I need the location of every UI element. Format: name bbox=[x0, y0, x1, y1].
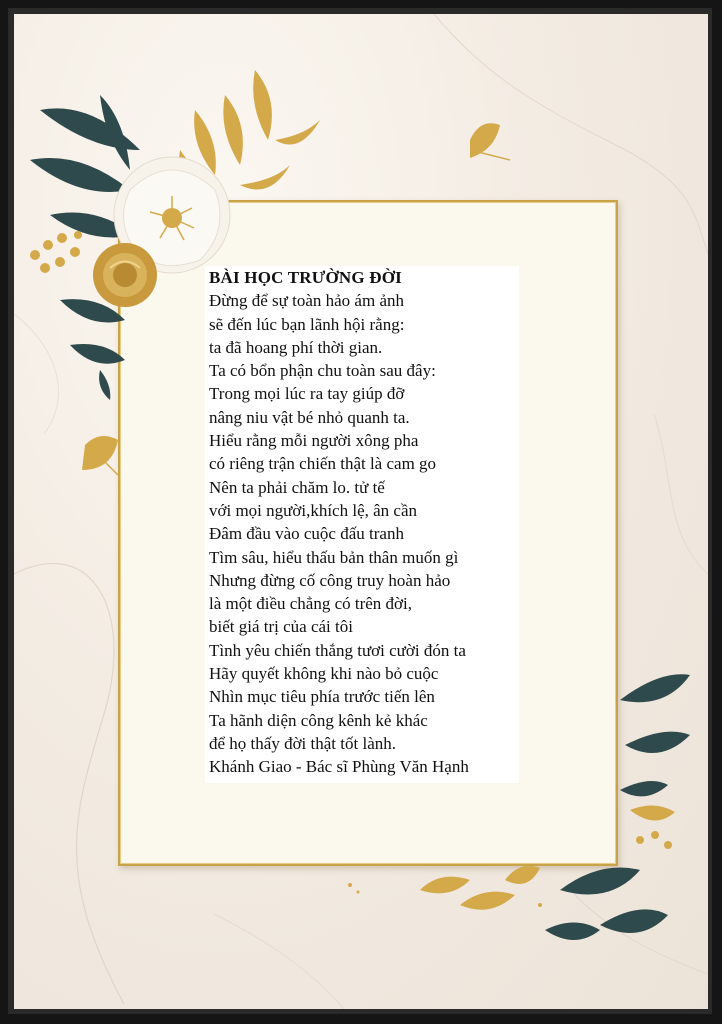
poem-line: Nên ta phải chăm lo. tử tế bbox=[209, 477, 385, 497]
gold-rose-icon bbox=[93, 243, 157, 307]
poem-line: để họ thấy đời thật tốt lành. bbox=[209, 733, 396, 753]
poem-line: Trong mọi lúc ra tay giúp đỡ bbox=[209, 384, 405, 404]
poem-line: Hiểu rằng mỗi người xông pha bbox=[209, 431, 419, 451]
poem-line: Tìm sâu, hiểu thấu bản thân muốn gì bbox=[209, 547, 459, 567]
gold-sprig-icon bbox=[30, 231, 82, 273]
poem-line: Tình yêu chiến thắng tươi cười đón ta bbox=[209, 640, 466, 660]
poem-line: có riêng trận chiến thật là cam go bbox=[209, 454, 437, 474]
leaf-icon bbox=[545, 674, 690, 940]
poem-line: Nhưng đừng cố công truy hoàn hảo bbox=[209, 570, 451, 590]
poem-text-block bbox=[205, 266, 519, 783]
poem-line: là một điều chẳng có trên đời, bbox=[209, 594, 413, 614]
gold-leaf-icon bbox=[348, 805, 675, 909]
poem-line: biết giá trị của cái tôi bbox=[209, 617, 353, 637]
poem-author: Khánh Giao - Bác sĩ Phùng Văn Hạnh bbox=[209, 757, 469, 777]
poem-line: Đừng để sự toàn hảo ám ảnh bbox=[209, 291, 404, 311]
poem-line: Ta hãnh diện công kênh kẻ khác bbox=[209, 710, 428, 730]
poem-line: ta đã hoang phí thời gian. bbox=[209, 337, 383, 357]
poem-line: Đâm đầu vào cuộc đấu tranh bbox=[209, 524, 404, 544]
poem-line: nâng niu vật bé nhỏ quanh ta. bbox=[209, 407, 410, 427]
poem-line: với mọi người,khích lệ, ân cần bbox=[209, 500, 418, 520]
poem-line: Nhìn mục tiêu phía trước tiến lên bbox=[209, 687, 435, 707]
poem-line: Hãy quyết không khi nào bỏ cuộc bbox=[209, 664, 439, 684]
poem-line: Ta có bổn phận chu toàn sau đây: bbox=[209, 361, 436, 381]
poem-line: sẽ đến lúc bạn lãnh hội rằng: bbox=[209, 314, 405, 334]
poem-title: BÀI HỌC TRƯỜNG ĐỜI bbox=[209, 268, 402, 287]
